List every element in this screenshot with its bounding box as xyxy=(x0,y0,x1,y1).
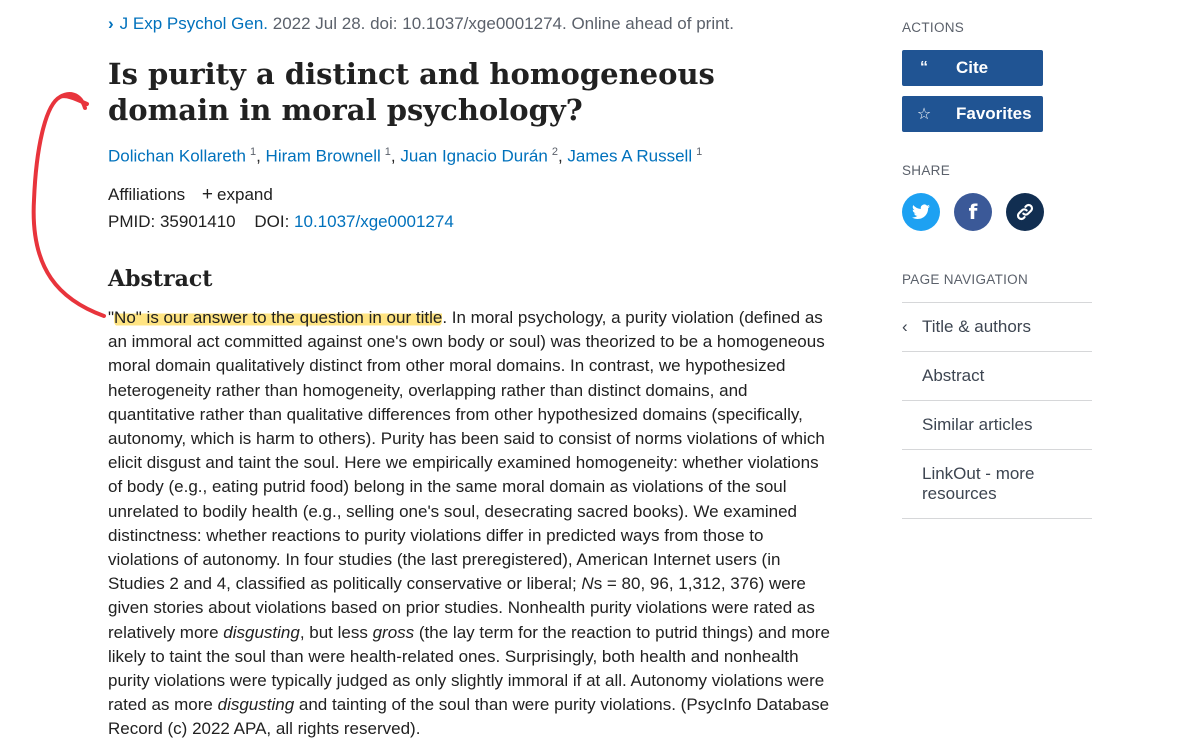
affiliation-ref[interactable]: 1 xyxy=(696,146,703,158)
journal-citation xyxy=(108,14,734,34)
twitter-icon xyxy=(912,204,930,220)
nav-item-linkout[interactable] xyxy=(902,450,1092,519)
author-link[interactable]: Juan Ignacio Durán xyxy=(400,146,548,166)
nav-item-label: Title & authors xyxy=(922,317,1031,336)
pmid-label: PMID: xyxy=(108,212,156,231)
pmid-value: 35901410 xyxy=(159,212,236,231)
cite-button[interactable] xyxy=(902,50,1043,86)
affiliation-ref[interactable]: 1 xyxy=(249,146,257,158)
affiliations-row xyxy=(108,184,273,206)
citation-details: 2022 Jul 28. doi: 10.1037/xge0001274. Online ahead of print. xyxy=(272,14,734,33)
author-link[interactable]: Hiram Brownell xyxy=(265,146,381,166)
share-heading: SHARE xyxy=(902,163,951,178)
facebook-share-button[interactable] xyxy=(954,193,992,231)
page-navigation-heading: PAGE NAVIGATION xyxy=(902,272,1029,287)
twitter-share-button[interactable] xyxy=(902,193,940,231)
affiliation-ref[interactable]: 2 xyxy=(551,146,558,158)
copy-link-button[interactable] xyxy=(1006,193,1044,231)
favorites-label: Favorites xyxy=(956,104,1032,123)
abstract-heading: Abstract xyxy=(108,266,213,292)
article-title: Is purity a distinct and homogeneous domain in moral psychology? xyxy=(108,57,715,127)
cite-label: Cite xyxy=(956,58,989,77)
nav-item-abstract[interactable] xyxy=(902,352,1092,401)
expand-label: expand xyxy=(217,185,273,204)
nav-item-label: Similar articles xyxy=(922,415,1033,434)
nav-item-similar-articles[interactable] xyxy=(902,401,1092,450)
quote-icon: “ xyxy=(920,59,928,76)
nav-item-title-authors[interactable] xyxy=(902,303,1092,352)
favorites-button[interactable] xyxy=(902,96,1043,132)
identifiers-row xyxy=(108,212,454,232)
author-link[interactable]: Dolichan Kollareth xyxy=(108,146,246,166)
affiliations-label: Affiliations xyxy=(108,185,186,204)
abstract-text: "No" is our answer to the question in our title. In moral psychology, a purity violation (defined as an immoral act committed against one's own body or soul) was theorized to be a homogeneous moral domain qualitatively distinct from other moral domains. In contrast, we hypothesized heterogeneity rather than homogeneity, overlapping rather than distinct domains, and quantitative rather than qualitative differences from other hypothesized domains (specifically, autonomy, which is harm to others). Purity has been said to consist of norms violations of which elicit disgust and taint the soul. Here we empirically examined homogeneity: whether violations of body (e.g., eating putrid food) belong in the same moral domain as violations of the soul unrelated to bodily health (e.g., selling one's soul, desecrating sacred books). We examined distinctness: whether reactions to purity violations differ in predicted ways from those to violations of autonomy. In four studies (the last preregistered), American Internet users (in Studies 2 and 4, classified as politically conservative or liberal; Ns = 80, 96, 1,312, 376) were given stories about violations based on prior studies. Nonhealth purity violations were rated as relatively more disgusting, but less gross (the lay term for the reaction to putrid things) and more likely to taint the soul than were health-related ones. Surprisingly, both health and nonhealth purity violations were typically judged as only slightly immoral if at all. Autonomy violations were rated as more disgusting and tainting of the soul than were purity violations. (PsycInfo Database Record (c) 2022 APA, all rights reserved). xyxy=(108,308,830,739)
author-link[interactable]: James A Russell xyxy=(567,146,693,166)
journal-link[interactable]: J Exp Psychol Gen. xyxy=(119,14,269,33)
star-icon: ☆ xyxy=(916,106,932,123)
doi-label: DOI: xyxy=(254,212,290,231)
nav-item-label: Abstract xyxy=(922,366,985,385)
link-icon xyxy=(1015,202,1035,222)
affiliation-ref[interactable]: 1 xyxy=(384,146,391,158)
author-list: Dolichan Kollareth $^1$, Hiram Brownell $^1$, Juan Ignacio Durán $^2$, James A Russell $^1$ xyxy=(108,146,703,166)
nav-item-label: LinkOut - more resources xyxy=(922,464,1035,503)
expand-affiliations-button[interactable] xyxy=(190,185,273,204)
facebook-icon: f xyxy=(968,200,978,224)
plus-icon: + xyxy=(201,184,214,205)
doi-link[interactable]: 10.1037/xge0001274 xyxy=(294,212,454,231)
highlighted-text: No" is our answer to the question in our title xyxy=(114,308,443,327)
chevron-right-icon[interactable]: › xyxy=(108,14,114,33)
page-navigation xyxy=(902,302,1092,519)
actions-heading: ACTIONS xyxy=(902,20,965,35)
chevron-left-icon: ‹ xyxy=(902,317,908,336)
